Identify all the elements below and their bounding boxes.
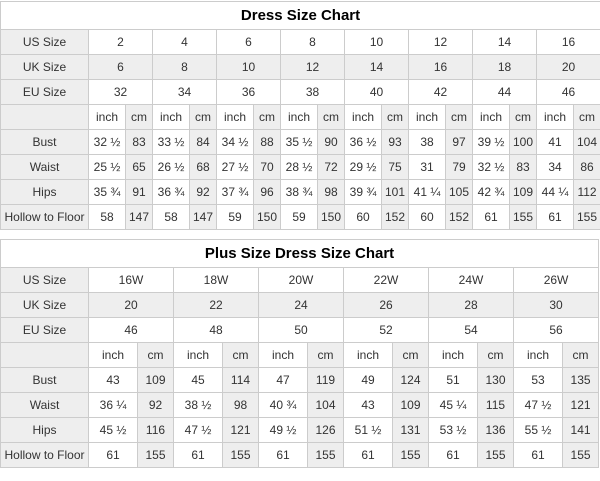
cm-value-cell: 152 (382, 205, 409, 230)
size-value-cell: 22 (174, 293, 259, 318)
inch-value-cell: 38 ½ (174, 393, 223, 418)
size-value-cell: 46 (537, 80, 600, 105)
row-label: UK Size (1, 55, 89, 80)
cm-value-cell: 68 (190, 155, 217, 180)
measurement-row (1, 418, 599, 443)
cm-value-cell: 93 (382, 130, 409, 155)
cm-value-cell: 101 (382, 180, 409, 205)
cm-value-cell: 152 (446, 205, 473, 230)
unit-inch-cell: inch (153, 105, 190, 130)
unit-inch-cell: inch (473, 105, 510, 130)
size-row (1, 30, 600, 55)
inch-value-cell: 37 ¾ (217, 180, 254, 205)
size-value-cell: 14 (345, 55, 409, 80)
size-row (1, 80, 600, 105)
size-row (1, 293, 599, 318)
row-label: Hollow to Floor (1, 443, 89, 468)
inch-value-cell: 26 ½ (153, 155, 190, 180)
unit-cm-cell: cm (478, 343, 514, 368)
inch-value-cell: 61 (174, 443, 223, 468)
cm-value-cell: 155 (308, 443, 344, 468)
size-value-cell: 48 (174, 318, 259, 343)
unit-cm-cell: cm (223, 343, 259, 368)
cm-value-cell: 98 (223, 393, 259, 418)
size-value-cell: 22W (344, 268, 429, 293)
measurement-row (1, 155, 600, 180)
unit-cm-cell: cm (318, 105, 345, 130)
cm-value-cell: 136 (478, 418, 514, 443)
cm-value-cell: 96 (254, 180, 281, 205)
cm-value-cell: 86 (574, 155, 600, 180)
cm-value-cell: 155 (393, 443, 429, 468)
inch-value-cell: 61 (514, 443, 563, 468)
plus-size-chart-table (0, 239, 599, 468)
unit-inch-cell: inch (344, 343, 393, 368)
cm-value-cell: 126 (308, 418, 344, 443)
inch-value-cell: 47 ½ (174, 418, 223, 443)
size-value-cell: 50 (259, 318, 344, 343)
size-value-cell: 34 (153, 80, 217, 105)
size-value-cell: 54 (429, 318, 514, 343)
measurement-row (1, 443, 599, 468)
size-value-cell: 10 (217, 55, 281, 80)
inch-value-cell: 31 (409, 155, 446, 180)
size-value-cell: 18W (174, 268, 259, 293)
row-label: Bust (1, 368, 89, 393)
unit-header-row (1, 343, 599, 368)
inch-value-cell: 33 ½ (153, 130, 190, 155)
unit-inch-cell: inch (174, 343, 223, 368)
measurement-row (1, 205, 600, 230)
cm-value-cell: 124 (393, 368, 429, 393)
size-row (1, 318, 599, 343)
cm-value-cell: 105 (446, 180, 473, 205)
title-row (1, 240, 599, 268)
inch-value-cell: 27 ½ (217, 155, 254, 180)
inch-value-cell: 61 (473, 205, 510, 230)
inch-value-cell: 36 ¼ (89, 393, 138, 418)
unit-inch-cell: inch (89, 105, 126, 130)
size-value-cell: 24W (429, 268, 514, 293)
inch-value-cell: 41 ¼ (409, 180, 446, 205)
row-label: EU Size (1, 318, 89, 343)
inch-value-cell: 38 (409, 130, 446, 155)
inch-value-cell: 36 ¾ (153, 180, 190, 205)
size-value-cell: 20 (537, 55, 600, 80)
unit-inch-cell: inch (345, 105, 382, 130)
inch-value-cell: 53 (514, 368, 563, 393)
cm-value-cell: 114 (223, 368, 259, 393)
cm-value-cell: 109 (510, 180, 537, 205)
cm-value-cell: 131 (393, 418, 429, 443)
inch-value-cell: 44 ¼ (537, 180, 574, 205)
size-value-cell: 24 (259, 293, 344, 318)
size-value-cell: 26W (514, 268, 599, 293)
cm-value-cell: 104 (308, 393, 344, 418)
cm-value-cell: 72 (318, 155, 345, 180)
unit-cm-cell: cm (190, 105, 217, 130)
unit-cm-cell: cm (510, 105, 537, 130)
cm-value-cell: 155 (574, 205, 600, 230)
title-row (1, 2, 600, 30)
unit-inch-cell: inch (89, 343, 138, 368)
measurement-row (1, 130, 600, 155)
inch-value-cell: 45 ½ (89, 418, 138, 443)
unit-inch-cell: inch (217, 105, 254, 130)
unit-inch-cell: inch (429, 343, 478, 368)
size-value-cell: 16 (409, 55, 473, 80)
cm-value-cell: 150 (254, 205, 281, 230)
inch-value-cell: 32 ½ (473, 155, 510, 180)
inch-value-cell: 34 (537, 155, 574, 180)
cm-value-cell: 147 (190, 205, 217, 230)
inch-value-cell: 43 (344, 393, 393, 418)
unit-cm-cell: cm (138, 343, 174, 368)
row-label: Waist (1, 393, 89, 418)
row-label: US Size (1, 268, 89, 293)
unit-inch-cell: inch (514, 343, 563, 368)
inch-value-cell: 55 ½ (514, 418, 563, 443)
inch-value-cell: 25 ½ (89, 155, 126, 180)
inch-value-cell: 49 (344, 368, 393, 393)
measurement-row (1, 393, 599, 418)
cm-value-cell: 130 (478, 368, 514, 393)
inch-value-cell: 38 ¾ (281, 180, 318, 205)
size-value-cell: 20 (89, 293, 174, 318)
unit-inch-cell: inch (281, 105, 318, 130)
inch-value-cell: 51 (429, 368, 478, 393)
inch-value-cell: 42 ¾ (473, 180, 510, 205)
size-value-cell: 20W (259, 268, 344, 293)
unit-cm-cell: cm (382, 105, 409, 130)
unit-inch-cell: inch (259, 343, 308, 368)
cm-value-cell: 91 (126, 180, 153, 205)
unit-inch-cell: inch (409, 105, 446, 130)
size-value-cell: 26 (344, 293, 429, 318)
unit-row-label (1, 105, 89, 130)
size-value-cell: 38 (281, 80, 345, 105)
inch-value-cell: 29 ½ (345, 155, 382, 180)
size-value-cell: 8 (153, 55, 217, 80)
row-label: UK Size (1, 293, 89, 318)
row-label: Bust (1, 130, 89, 155)
size-value-cell: 36 (217, 80, 281, 105)
size-value-cell: 32 (89, 80, 153, 105)
row-label: EU Size (1, 80, 89, 105)
dress-size-chart-table (0, 1, 600, 230)
cm-value-cell: 84 (190, 130, 217, 155)
cm-value-cell: 147 (126, 205, 153, 230)
size-value-cell: 12 (409, 30, 473, 55)
inch-value-cell: 61 (537, 205, 574, 230)
inch-value-cell: 35 ¾ (89, 180, 126, 205)
inch-value-cell: 47 ½ (514, 393, 563, 418)
size-value-cell: 16W (89, 268, 174, 293)
inch-value-cell: 61 (429, 443, 478, 468)
cm-value-cell: 141 (563, 418, 599, 443)
unit-cm-cell: cm (574, 105, 600, 130)
inch-value-cell: 28 ½ (281, 155, 318, 180)
cm-value-cell: 109 (393, 393, 429, 418)
row-label: Hollow to Floor (1, 205, 89, 230)
cm-value-cell: 112 (574, 180, 600, 205)
cm-value-cell: 75 (382, 155, 409, 180)
cm-value-cell: 109 (138, 368, 174, 393)
unit-cm-cell: cm (254, 105, 281, 130)
size-value-cell: 12 (281, 55, 345, 80)
size-value-cell: 14 (473, 30, 537, 55)
measurement-row (1, 180, 600, 205)
size-row (1, 268, 599, 293)
inch-value-cell: 45 ¼ (429, 393, 478, 418)
size-row (1, 55, 600, 80)
cm-value-cell: 92 (190, 180, 217, 205)
size-value-cell: 10 (345, 30, 409, 55)
inch-value-cell: 60 (409, 205, 446, 230)
inch-value-cell: 61 (344, 443, 393, 468)
unit-cm-cell: cm (308, 343, 344, 368)
cm-value-cell: 115 (478, 393, 514, 418)
inch-value-cell: 35 ½ (281, 130, 318, 155)
cm-value-cell: 65 (126, 155, 153, 180)
size-value-cell: 6 (89, 55, 153, 80)
size-value-cell: 2 (89, 30, 153, 55)
size-value-cell: 28 (429, 293, 514, 318)
cm-value-cell: 155 (478, 443, 514, 468)
size-value-cell: 44 (473, 80, 537, 105)
inch-value-cell: 32 ½ (89, 130, 126, 155)
unit-cm-cell: cm (446, 105, 473, 130)
row-label: Hips (1, 180, 89, 205)
inch-value-cell: 49 ½ (259, 418, 308, 443)
inch-value-cell: 53 ½ (429, 418, 478, 443)
inch-value-cell: 61 (89, 443, 138, 468)
size-value-cell: 46 (89, 318, 174, 343)
unit-cm-cell: cm (393, 343, 429, 368)
cm-value-cell: 97 (446, 130, 473, 155)
inch-value-cell: 61 (259, 443, 308, 468)
size-value-cell: 8 (281, 30, 345, 55)
size-value-cell: 52 (344, 318, 429, 343)
unit-inch-cell: inch (537, 105, 574, 130)
inch-value-cell: 40 ¾ (259, 393, 308, 418)
cm-value-cell: 119 (308, 368, 344, 393)
size-value-cell: 40 (345, 80, 409, 105)
inch-value-cell: 41 (537, 130, 574, 155)
unit-cm-cell: cm (563, 343, 599, 368)
cm-value-cell: 70 (254, 155, 281, 180)
cm-value-cell: 98 (318, 180, 345, 205)
row-label: Waist (1, 155, 89, 180)
inch-value-cell: 58 (89, 205, 126, 230)
row-label: Hips (1, 418, 89, 443)
cm-value-cell: 88 (254, 130, 281, 155)
size-value-cell: 18 (473, 55, 537, 80)
size-value-cell: 16 (537, 30, 600, 55)
inch-value-cell: 34 ½ (217, 130, 254, 155)
cm-value-cell: 150 (318, 205, 345, 230)
cm-value-cell: 155 (223, 443, 259, 468)
unit-header-row (1, 105, 600, 130)
inch-value-cell: 39 ½ (473, 130, 510, 155)
cm-value-cell: 104 (574, 130, 600, 155)
size-value-cell: 30 (514, 293, 599, 318)
cm-value-cell: 92 (138, 393, 174, 418)
cm-value-cell: 135 (563, 368, 599, 393)
inch-value-cell: 51 ½ (344, 418, 393, 443)
unit-row-label (1, 343, 89, 368)
inch-value-cell: 47 (259, 368, 308, 393)
measurement-row (1, 368, 599, 393)
row-label: US Size (1, 30, 89, 55)
size-value-cell: 6 (217, 30, 281, 55)
cm-value-cell: 79 (446, 155, 473, 180)
cm-value-cell: 155 (563, 443, 599, 468)
cm-value-cell: 90 (318, 130, 345, 155)
size-value-cell: 4 (153, 30, 217, 55)
cm-value-cell: 116 (138, 418, 174, 443)
inch-value-cell: 43 (89, 368, 138, 393)
inch-value-cell: 45 (174, 368, 223, 393)
inch-value-cell: 36 ½ (345, 130, 382, 155)
inch-value-cell: 39 ¾ (345, 180, 382, 205)
size-value-cell: 42 (409, 80, 473, 105)
cm-value-cell: 155 (138, 443, 174, 468)
dress-size-chart-title: Dress Size Chart (1, 2, 600, 30)
unit-cm-cell: cm (126, 105, 153, 130)
cm-value-cell: 83 (510, 155, 537, 180)
inch-value-cell: 58 (153, 205, 190, 230)
cm-value-cell: 121 (223, 418, 259, 443)
cm-value-cell: 83 (126, 130, 153, 155)
inch-value-cell: 60 (345, 205, 382, 230)
cm-value-cell: 121 (563, 393, 599, 418)
cm-value-cell: 155 (510, 205, 537, 230)
plus-size-chart-title: Plus Size Dress Size Chart (1, 240, 599, 268)
inch-value-cell: 59 (281, 205, 318, 230)
size-value-cell: 56 (514, 318, 599, 343)
cm-value-cell: 100 (510, 130, 537, 155)
inch-value-cell: 59 (217, 205, 254, 230)
